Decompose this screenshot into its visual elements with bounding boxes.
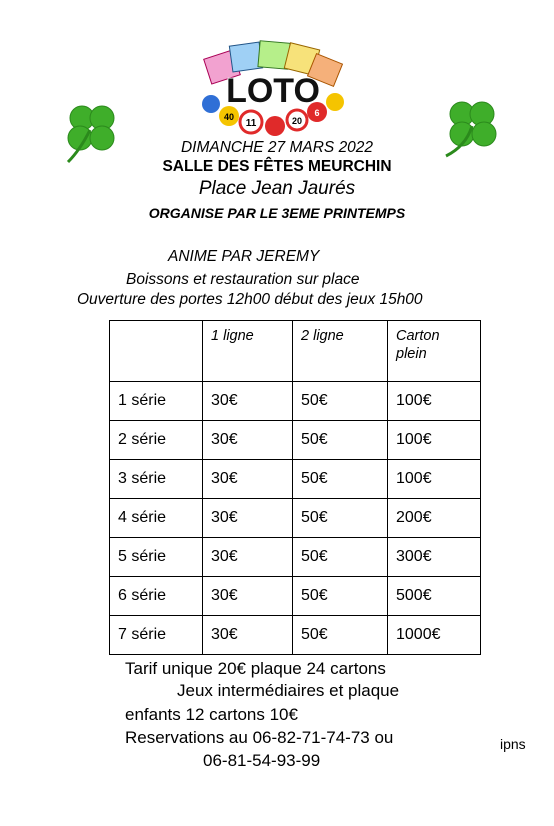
table-cell: 30€	[203, 538, 293, 577]
table-cell: 50€	[293, 499, 388, 538]
table-header-cell: 1 ligne	[203, 321, 293, 382]
table-cell: 3 série	[110, 460, 203, 499]
table-row	[110, 382, 481, 421]
table-row	[110, 577, 481, 616]
table-row	[110, 421, 481, 460]
table-cell: 50€	[293, 538, 388, 577]
table-cell: 50€	[293, 616, 388, 655]
table-cell: 100€	[388, 421, 481, 460]
table-cell: 30€	[203, 421, 293, 460]
table-cell: 50€	[293, 382, 388, 421]
event-venue: SALLE DES FÊTES MEURCHIN	[162, 158, 392, 175]
table-cell: 4 série	[110, 499, 203, 538]
event-schedule: Ouverture des portes 12h00 début des jeux 15h00	[77, 291, 423, 308]
svg-text:LOTO: LOTO	[226, 72, 320, 110]
event-place: Place Jean Jaurés	[198, 178, 356, 199]
table-cell: 100€	[388, 382, 481, 421]
event-food: Boissons et restauration sur place	[126, 271, 360, 288]
table-cell: 50€	[293, 421, 388, 460]
event-date: DIMANCHE 27 MARS 2022	[180, 139, 374, 156]
event-host: ANIME PAR JEREMY	[168, 248, 320, 265]
table-cell: 30€	[203, 577, 293, 616]
table-cell: 30€	[203, 382, 293, 421]
kids-note: enfants 12 cartons 10€	[125, 705, 298, 724]
table-cell: 500€	[388, 577, 481, 616]
table-cell: 50€	[293, 577, 388, 616]
table-cell: 7 série	[110, 616, 203, 655]
table-cell: 300€	[388, 538, 481, 577]
loto-logo	[195, 40, 351, 136]
table-cell: 30€	[203, 499, 293, 538]
svg-text:11: 11	[245, 118, 257, 129]
table-header-cell: 2 ligne	[293, 321, 388, 382]
table-cell: 30€	[203, 460, 293, 499]
ipns-note: ipns	[500, 736, 526, 752]
table-cell: 1 série	[110, 382, 203, 421]
table-cell: 5 série	[110, 538, 203, 577]
svg-text:20: 20	[291, 116, 303, 126]
table-header-cell: Carton plein	[388, 321, 481, 382]
reservation-note: Reservations au 06-82-71-74-73 ou	[125, 728, 394, 747]
table-row	[110, 499, 481, 538]
table-cell: 2 série	[110, 421, 203, 460]
table-cell: 30€	[203, 616, 293, 655]
price-note: Tarif unique 20€ plaque 24 cartons	[125, 659, 386, 678]
table-header-row	[110, 321, 481, 382]
table-row	[110, 616, 481, 655]
table-cell: 1000€	[388, 616, 481, 655]
table-cell: 6 série	[110, 577, 203, 616]
table-row	[110, 538, 481, 577]
table-cell: 200€	[388, 499, 481, 538]
table-cell: 100€	[388, 460, 481, 499]
prize-table	[109, 320, 481, 655]
svg-text:6: 6	[314, 108, 320, 118]
table-header-cell	[110, 321, 203, 382]
event-organizer: ORGANISE PAR LE 3EME PRINTEMPS	[148, 205, 406, 221]
games-note: Jeux intermédiaires et plaque	[177, 681, 400, 700]
table-cell: 50€	[293, 460, 388, 499]
table-row	[110, 460, 481, 499]
svg-text:40: 40	[223, 112, 235, 122]
reservation-phone: 06-81-54-93-99	[203, 751, 321, 770]
